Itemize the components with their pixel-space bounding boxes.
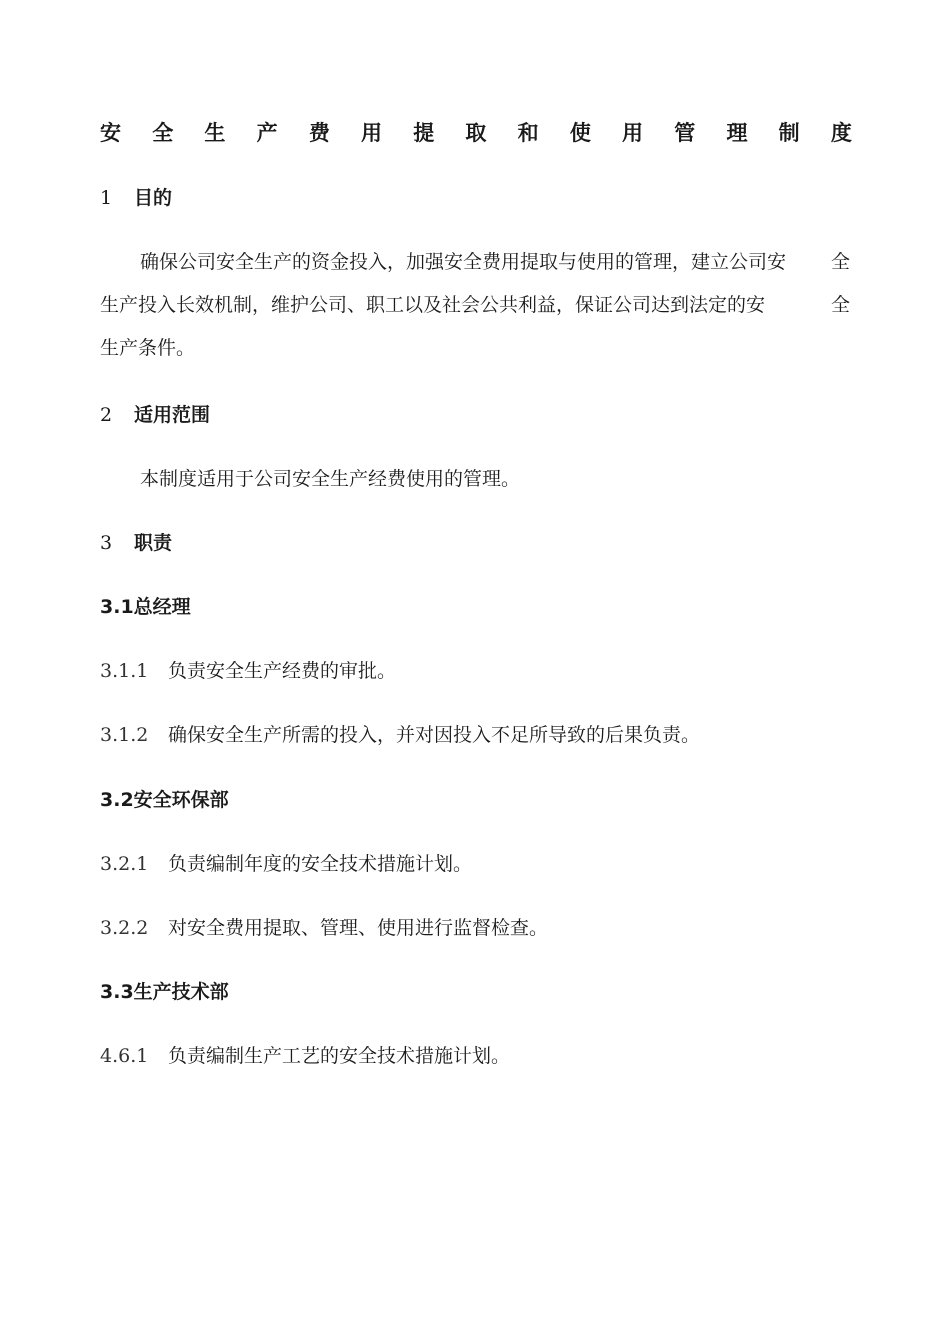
clause-text: 对安全费用提取、管理、使用进行监督检查。: [168, 917, 549, 939]
title-char: 管: [674, 121, 696, 145]
title-char: 理: [726, 121, 748, 145]
clause-number: 3.1.1: [100, 660, 149, 682]
section-title: 适用范围: [134, 404, 211, 426]
clause-text: 确保安全生产所需的投入，并对因投入不足所导致的后果负责。: [168, 724, 701, 746]
paragraph-line: [100, 327, 850, 370]
title-char: 全: [152, 121, 174, 145]
subsection-title: 安全环保部: [133, 789, 229, 811]
clause-number: 3.2.2: [100, 917, 149, 939]
paragraph-line: [100, 241, 850, 284]
clause-number: 4.6.1: [100, 1045, 149, 1067]
clause-text: 负责编制生产工艺的安全技术措施计划。: [168, 1045, 511, 1067]
subsection-title: 生产技术部: [133, 981, 229, 1003]
title-char: 费: [308, 121, 330, 145]
subsection-heading-general-manager: [100, 592, 191, 622]
section-number: 1: [100, 187, 113, 209]
title-char: 产: [256, 121, 278, 145]
title-char: 生: [204, 121, 226, 145]
line-tail: 全: [830, 251, 850, 273]
document-title: [100, 116, 852, 150]
title-char: 取: [465, 121, 487, 145]
subsection-number: 3.2: [100, 789, 134, 811]
clause-number: 3.1.2: [100, 724, 149, 746]
subsection-number: 3.3: [100, 981, 134, 1003]
clause-number: 3.2.1: [100, 853, 149, 875]
line-text: 确保公司安全生产的资金投入，加强安全费用提取与使用的管理，建立公司安: [140, 251, 787, 273]
subsection-title: 总经理: [133, 596, 191, 618]
title-char: 度: [830, 121, 852, 145]
clause-item: [100, 1041, 510, 1071]
subsection-heading-production-technology: [100, 977, 229, 1007]
line-text: 生产投入长效机制，维护公司、职工以及社会公共利益，保证公司达到法定的安: [100, 294, 766, 316]
clause-text: 负责安全生产经费的审批。: [168, 660, 397, 682]
section-title: 目的: [134, 187, 173, 209]
title-char: 用: [622, 121, 644, 145]
subsection-number: 3.1: [100, 596, 134, 618]
title-char: 安: [100, 121, 121, 145]
paragraph-line: [100, 284, 850, 327]
line-tail: 全: [830, 294, 850, 316]
section-heading-purpose: [100, 183, 172, 213]
title-char: 用: [361, 121, 383, 145]
title-char: 使: [569, 121, 591, 145]
subsection-heading-safety-environment: [100, 785, 229, 815]
clause-item: [100, 720, 700, 750]
section-number: 2: [100, 404, 113, 426]
clause-item: [100, 913, 548, 943]
line-text: 生产条件。: [100, 337, 196, 359]
clause-item: [100, 849, 472, 879]
title-char: 和: [517, 121, 539, 145]
clause-item: [100, 656, 396, 686]
title-char: 提: [413, 121, 435, 145]
section-heading-responsibilities: [100, 528, 172, 558]
purpose-paragraph: [100, 241, 850, 370]
section-number: 3: [100, 532, 113, 554]
title-char: 制: [778, 121, 800, 145]
clause-text: 负责编制年度的安全技术措施计划。: [168, 853, 473, 875]
section-heading-scope: [100, 400, 210, 430]
section-title: 职责: [134, 532, 173, 554]
scope-paragraph: 本制度适用于公司安全生产经费使用的管理。: [140, 468, 521, 490]
